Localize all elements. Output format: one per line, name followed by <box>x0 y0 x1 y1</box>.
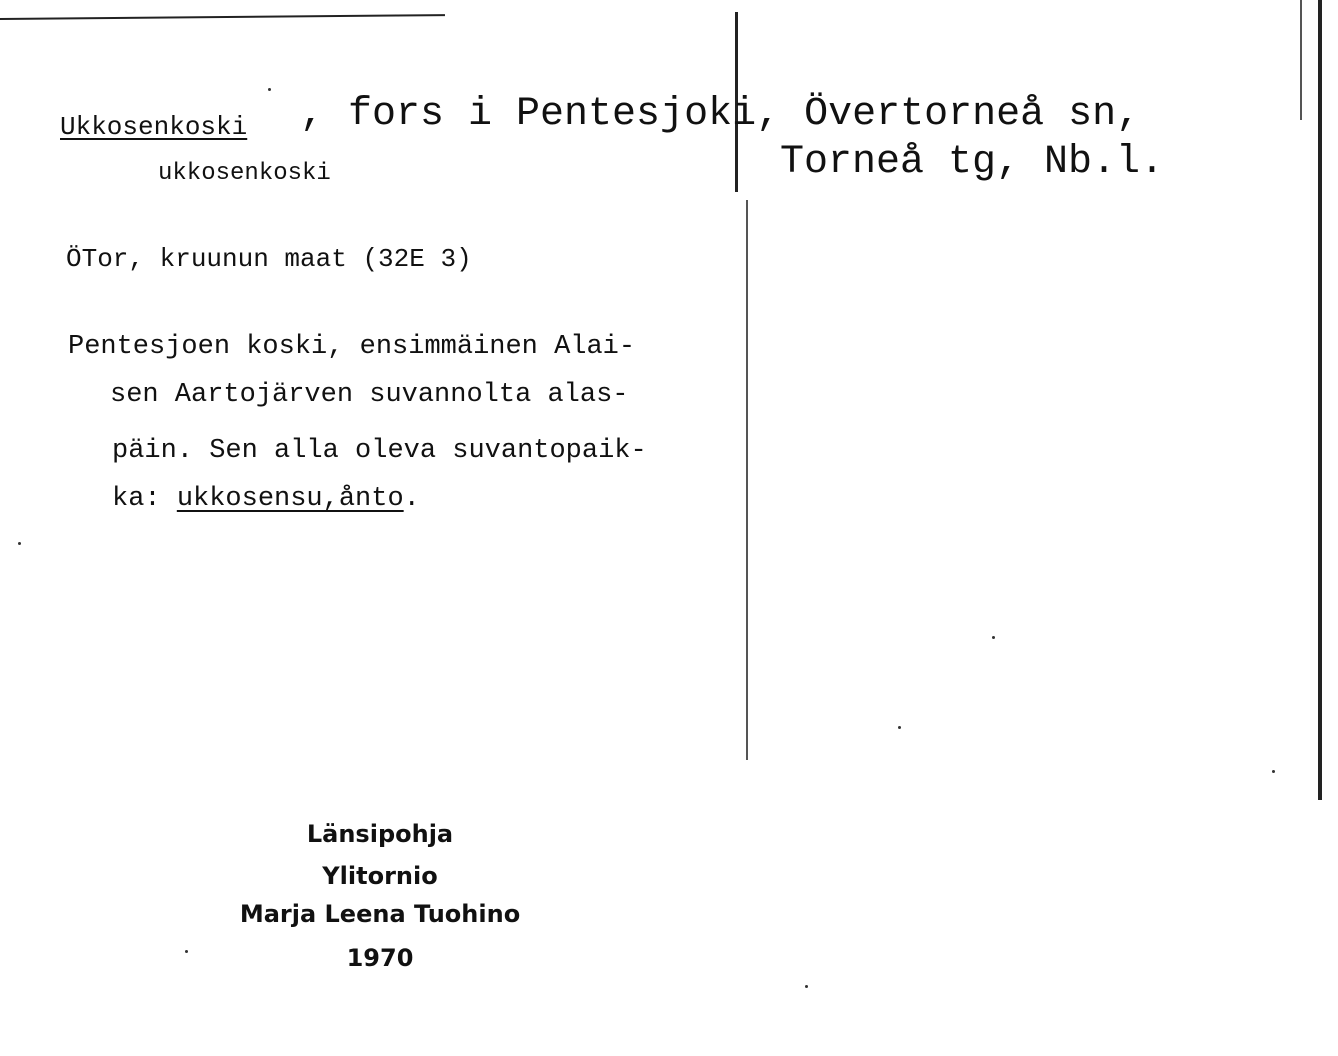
right-edge-line <box>1318 0 1322 800</box>
speck <box>1272 770 1275 773</box>
description-line-4 <box>112 484 420 514</box>
top-rule <box>0 14 445 20</box>
speck <box>898 726 901 729</box>
stamp-parish: Ylitornio <box>322 862 438 890</box>
speck <box>992 636 995 639</box>
headline-line-2: Torneå tg, Nb.l. <box>780 140 1165 185</box>
description-line-1: Pentesjoen koski, ensimmäinen Alai- <box>68 332 636 362</box>
right-edge-line-2 <box>1300 0 1302 120</box>
description-term: ukkosensu,ånto <box>176 484 404 514</box>
description-line-2: sen Aartojärven suvannolta alas- <box>110 380 629 410</box>
speck <box>268 88 271 91</box>
headword: Ukkosenkoski <box>60 112 248 142</box>
stamp-collector: Marja Leena Tuohino <box>239 900 521 928</box>
stamp-year: 1970 <box>346 944 414 972</box>
description-prefix: ka: <box>112 484 177 514</box>
speck <box>18 542 21 545</box>
pronunciation: ukkosenkoski <box>158 160 331 187</box>
location: ÖTor, kruunun maat (32E 3) <box>66 244 472 274</box>
speck <box>805 985 808 988</box>
description-line-3: päin. Sen alla oleva suvantopaik- <box>112 436 647 466</box>
description-suffix: . <box>403 484 420 514</box>
fold-line-lower <box>746 200 748 760</box>
speck <box>185 950 188 953</box>
stamp-region: Länsipohja <box>306 820 454 848</box>
headline-line-1: , fors i Pentesjoki, Övertorneå sn, <box>300 92 1141 137</box>
